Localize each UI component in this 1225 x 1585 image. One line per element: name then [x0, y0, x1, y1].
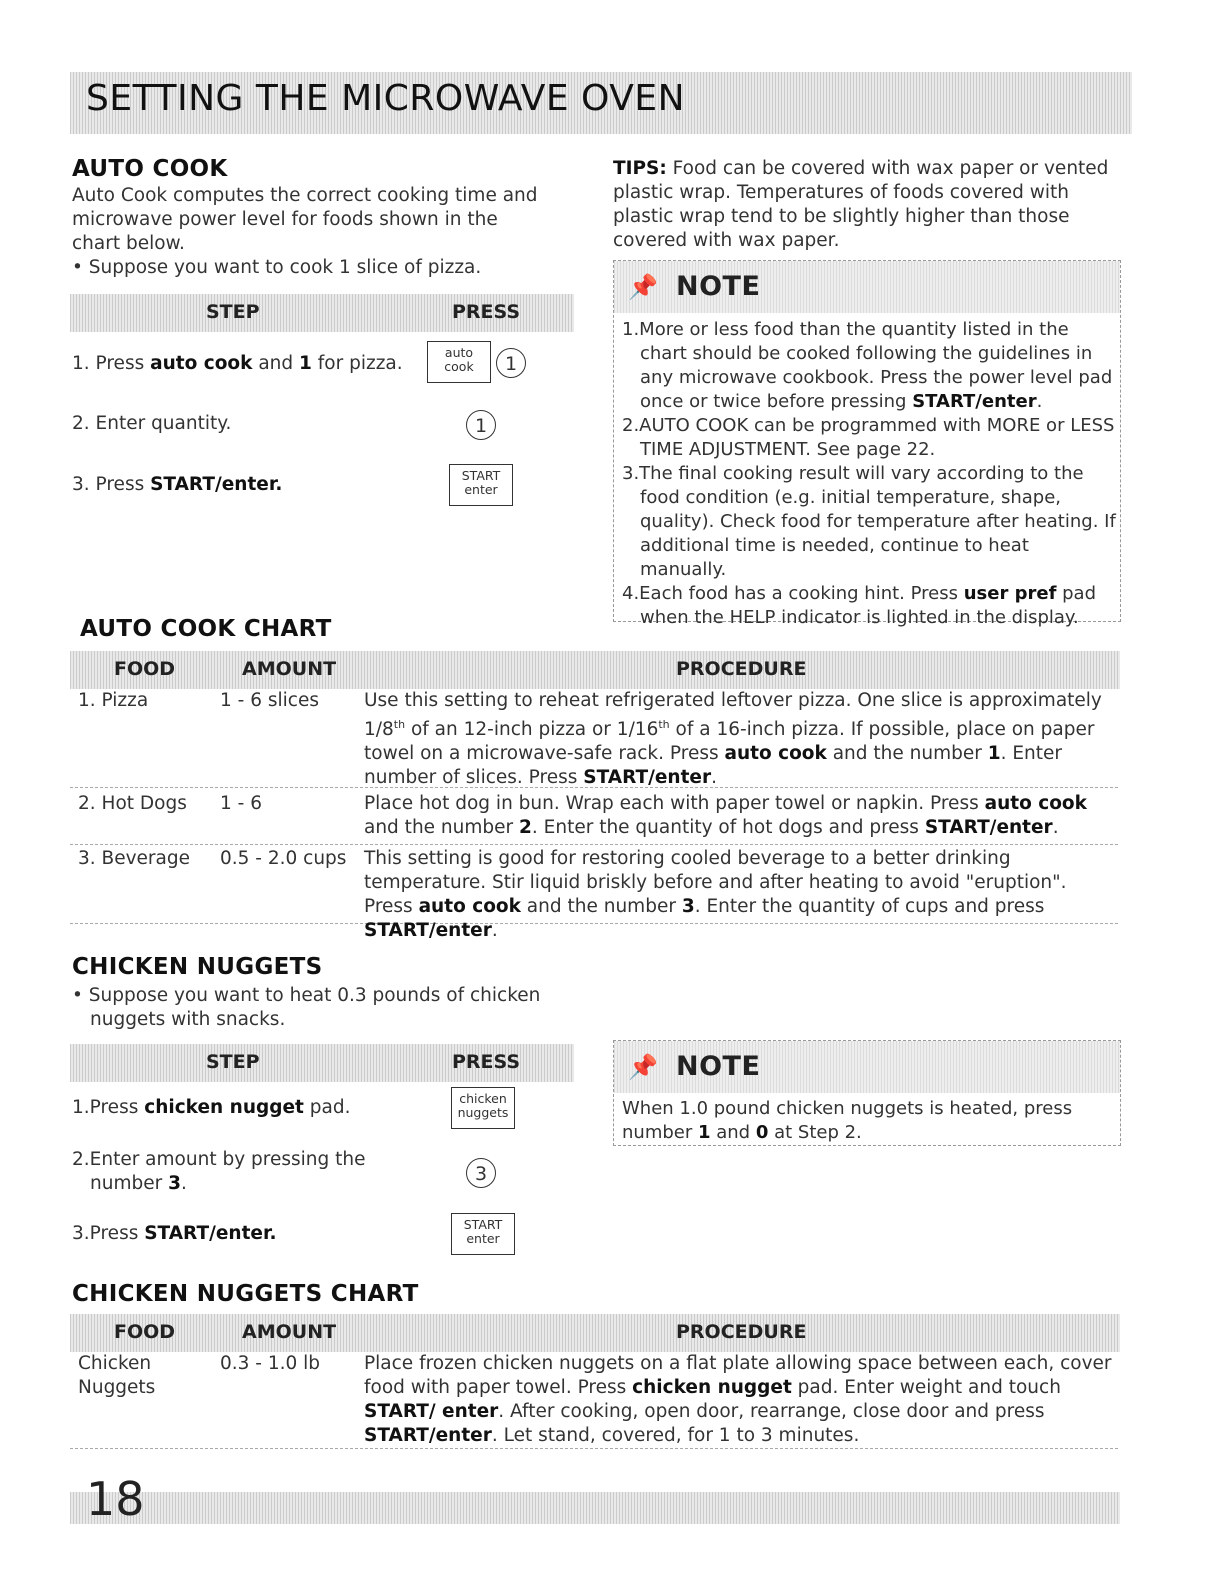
note-text: When 1.0 pound chicken nuggets is heated, press number 1 and 0 at Step 2. [622, 1098, 1073, 1143]
auto-cook-step-3: 3. Press START/enter. [72, 474, 283, 495]
note-header [614, 1041, 1120, 1093]
auto-cook-note [613, 260, 1121, 628]
auto-cook-title: AUTO COOK [72, 156, 228, 182]
table-row [70, 847, 1118, 941]
procedure-cell: This setting is good for restoring cooled beverage to a better drinking temperature. Stir liquid briskly before and after heating to avoid "eruption". Press auto cook and the number 3. Enter the quantity of cups and press START/enter. [364, 848, 1067, 941]
note-item: 1.More or less food than the quantity listed in the chart should be cooked following the guidelines in any microwave cookbook. Press the power level pad once or twice before pressing START/enter. [622, 319, 1113, 412]
procedure-cell: Place hot dog in bun. Wrap each with paper towel or napkin. Press auto cook and the number 2. Enter the quantity of hot dogs and press START/enter. [364, 793, 1087, 838]
amount-column-label: AMOUNT [242, 1321, 337, 1343]
food-cell: 3. Beverage [78, 848, 191, 869]
auto-cook-chart-header [70, 651, 1120, 689]
food-column-label: FOOD [114, 658, 176, 680]
auto-cook-key[interactable]: auto cook [427, 341, 491, 383]
food-cell: 2. Hot Dogs [78, 793, 187, 814]
chicken-nuggets-key[interactable]: chicken nuggets [451, 1087, 515, 1129]
auto-cook-step-1: 1. Press auto cook and 1 for pizza. [72, 353, 403, 374]
chicken-nuggets-chart-header [70, 1314, 1120, 1352]
amount-cell: 1 - 6 slices [220, 690, 319, 711]
food-column-label: FOOD [114, 1321, 176, 1343]
number-1-key[interactable]: 1 [496, 348, 526, 378]
amount-cell: 0.5 - 2.0 cups [220, 848, 347, 869]
pushpin-icon: 📌 [628, 1053, 658, 1081]
note-item: 4.Each food has a cooking hint. Press user pref pad when the HELP indicator is lighted in the display. [622, 583, 1097, 628]
amount-cell: 0.3 - 1.0 lb [220, 1353, 321, 1374]
page-banner [70, 72, 1132, 134]
chicken-nuggets-title: CHICKEN NUGGETS [72, 954, 323, 980]
procedure-column-label: PROCEDURE [676, 658, 807, 680]
food-cell: 1. Pizza [78, 690, 149, 711]
note-header [614, 261, 1120, 313]
procedure-column-label: PROCEDURE [676, 1321, 807, 1343]
page-title: SETTING THE MICROWAVE OVEN [86, 78, 686, 119]
start-enter-key[interactable]: START enter [449, 464, 513, 506]
note-item: 2.AUTO COOK can be programmed with MORE or LESS TIME ADJUSTMENT. See page 22. [622, 415, 1115, 460]
procedure-cell: Place frozen chicken nuggets on a flat plate allowing space between each, cover food with paper towel. Press chicken nugget pad. Enter weight and touch START/ enter. After cooking, open door, rearrange, close door and press START/enter. Let stand, covered, for 1 to 3 minutes. [364, 1353, 1112, 1446]
table-row [70, 1352, 1118, 1449]
pushpin-icon: 📌 [628, 273, 658, 301]
press-column-label: PRESS [452, 1051, 521, 1073]
note-title: NOTE [676, 1051, 761, 1082]
auto-cook-bullet: • Suppose you want to cook 1 slice of pizza. [72, 257, 482, 278]
note-list [622, 318, 1116, 630]
page-number: 18 [86, 1472, 145, 1526]
food-cell: Chicken Nuggets [78, 1353, 156, 1398]
auto-cook-intro: Auto Cook computes the correct cooking time and microwave power level for foods shown in the chart below. [72, 185, 538, 254]
nuggets-step-2: 2.Enter amount by pressing the number 3. [72, 1149, 366, 1194]
tips-text: TIPS: Food can be covered with wax paper or vented plastic wrap. Temperatures of foods covered with plastic wrap tend to be slightly higher than those covered with wax paper. [613, 158, 1109, 251]
nuggets-step-1: 1.Press chicken nugget pad. [72, 1097, 351, 1118]
chicken-nuggets-chart-title: CHICKEN NUGGETS CHART [72, 1281, 419, 1307]
start-enter-key[interactable]: START enter [451, 1213, 515, 1255]
step-column-label: STEP [206, 1051, 260, 1073]
auto-cook-step-2: 2. Enter quantity. [72, 413, 232, 434]
chicken-nuggets-note [613, 1040, 1121, 1146]
amount-column-label: AMOUNT [242, 658, 337, 680]
number-1-key-step2[interactable]: 1 [466, 410, 496, 440]
note-title: NOTE [676, 271, 761, 302]
nuggets-step-header [70, 1044, 574, 1082]
auto-cook-step-header [70, 294, 574, 332]
number-3-key[interactable]: 3 [466, 1158, 496, 1188]
chicken-nuggets-bullet: • Suppose you want to heat 0.3 pounds of chicken nuggets with snacks. [72, 985, 541, 1030]
auto-cook-chart-title: AUTO COOK CHART [80, 616, 332, 642]
footer-bar [70, 1492, 1120, 1524]
step-column-label: STEP [206, 301, 260, 323]
table-row [70, 689, 1118, 788]
note-item: 3.The final cooking result will vary according to the food condition (e.g. initial temperature, shape, quality). Check food for temperature after heating. If additional time is needed, continue to heat manually. [622, 463, 1116, 580]
table-row [70, 792, 1118, 845]
procedure-cell: Use this setting to reheat refrigerated leftover pizza. One slice is approximately 1/8th of an 12-inch pizza or 1/16th of a 16-inch pizza. If possible, place on paper towel on a microwave-safe rack. Press auto cook and the number 1. Enter number of slices. Press START/enter. [364, 690, 1102, 789]
nuggets-step-3: 3.Press START/enter. [72, 1223, 277, 1244]
amount-cell: 1 - 6 [220, 793, 262, 814]
press-column-label: PRESS [452, 301, 521, 323]
